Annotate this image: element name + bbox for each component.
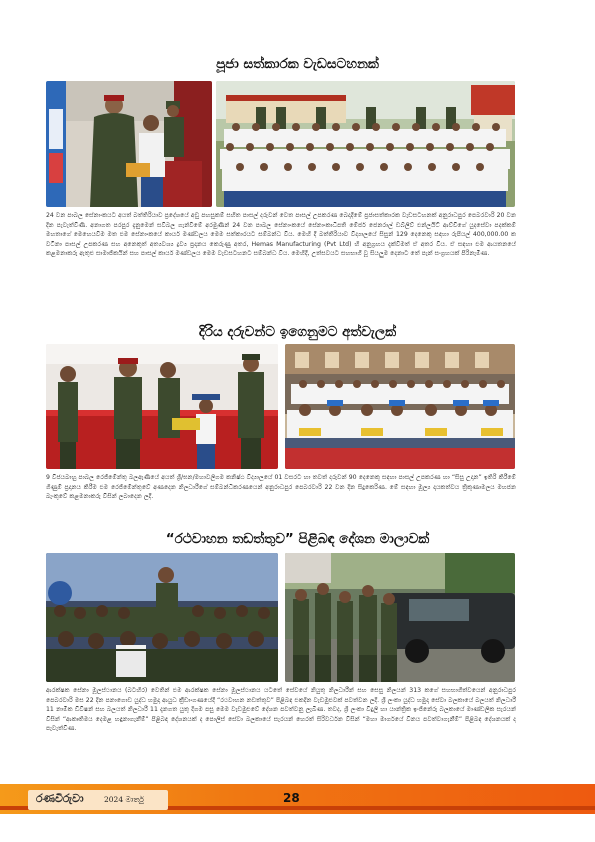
photo-vehicle-inspection [285, 553, 515, 682]
photo-gift-presentation [46, 81, 212, 207]
section-3-heading: “රථවාහන තඩත්තුව” පිළිබඳ දේශන මාලාවක් [165, 531, 430, 547]
photo-lecture-audience [46, 553, 278, 682]
section-1-paragraph: 24 වන පාබල සේනාංකයට අයත් බත්තිරියාව ප්‍රදේශයේ අඩු පහසුකම් සහිත පාසල් දරුවන් වෙත පාසල් උපකරණ බෙදාදීමේ ප්‍රජාසත්කාරක වැඩසටහනක් අනුරාධපුර පෙබරවාරි 20 වන දින පැවැත්විණි. අනාගත පරපුර දැනුමෙන් සවිබල ගැන්වීමේ අරමුණින් 24 වන පාබල සේනාංකයේ සේනාංකාධිපති මේජර් ජෙනරාල් ඩබ්ලිව් එන්ලයිට් ආච්චිගේ යුදසේවා පදක්කම් මහතාගේ මෙහෙයවීම මත එම සේනාංකයේ කාර්ය මණ්ඩලය මෙම සත්කාරයට සම්බන්ධ විය. මෙහි දී බත්තිරියාව විද්‍යාලයේ සිසුන් 129 දෙනෙකු සඳහා රුපියල් 400,000.00 ක වටිනා පාසල් උපකරණ සහ අනෙකුත් අත්‍යවශ්‍ය ද්‍රව්‍ය ප්‍රදානය කෙරුණු අතර, Hemas Manufacturing (Pvt Ltd) හි අනුග්‍රහය දැක්වීමත් ඒ අතර විය. ඒ සඳහා එම ආයතනයේ කළමනාකරු ඇතුළු සාමාජිකයින් සහ පාසල් කාර්ය මණ්ඩලය මෙම වැඩසටහනට සම්බන්ධ විය. මෙහිදී, උත්සවයට සහභාගී වූ සියලුම දෙනාට තේ පැන් සංග්‍රහයක් පිරිනැමිණ. [46, 212, 516, 258]
section-2-paragraph: 9 විජයබාහු පාබල රෙජිමේන්තු බලඇණියේ අයත් ශ්‍රී/ඝන/මහාවලිගම කනිෂ්ඨ විද්‍යාලයේ 01 වසරට හා තවත් දරුවන් 90 දෙනෙකු සඳහා පාසල් උපකරණ හා “සිසු උදාන” ඉතිරි කිරීමේ ගිණුම් ප්‍රදානය කිරීම එම රෙජිමේන්තුවේ අණදෙන නිලධාරීගේ සම්බන්ධීකරණයෙන් අනුරාධපුර පෙබරවාරි 22 වන දින සිදුකෙරිණ. මේ සඳහා මූල්‍ය දායකත්වය ත්‍රිකුණාමලය මහජන බැංකුවේ කළමනාකරු විසින් ලබාදෙන ලදී. [46, 474, 516, 501]
section-1-heading: පූජා සත්කාරක වැඩසටහනක් [216, 56, 379, 72]
photo-students-group [216, 81, 515, 207]
page-number: 28 [283, 791, 300, 805]
section-2-heading: දිරිය දරුවන්ට ඉගෙනුමට අත්වැලක් [198, 324, 397, 340]
photo-book-distribution [46, 344, 278, 469]
photo-children-seated [285, 344, 515, 469]
magazine-brand: රණවිරුවා [36, 792, 84, 805]
section-3-paragraph: ආරක්ෂක සේනා මූලස්ථානය (බටහිර) වෙතින් එම ආරක්ෂක සේනා මූලස්ථානය යටතේ සේවයේ නියුතු නිලධාරීන් සහ සෙසු නිලයන් 313 කගේ සහභාගීත්වයෙන් අනුරාධපුර පෙබරවාරි මස 22 දින පනාගොඩ යුද්ධ හමුදා ආයුධ ක්‍රීඩාංගණයේදී “රථවාහන නඩත්තුව” පිළිබඳ එකදින වැඩමුළුවක් පවත්වන ලදී. ශ්‍රී ලංකා යුද්ධ හමුදා සේවා බලකායේ බලයත් නිලධාරී 11 නාමික ඩිවිෂන් සහ බලයත් නිලධාරී 11 දැනගත යුතු දිගම පසු මෙම වැඩමුළුවේ දේශන පවත්වනු ලැබිණ. තවද, ශ්‍රී ලංකා විදුලි හා යාන්ත්‍රික ඉංජිනේරු බලකායේ මාණ්ඩලික සැරයන් විසින් “ආකෘතිමය දෙමළ හඳුනාගැනීම්” පිළිබඳ දේශනයක් ද පොලිස් සේවා බලකායේ සැරයන් හෙරත් සිරිවර්ධන විසින් “මහා මාර්ගයේ විනය පවත්වාගැනීම්” පිළිබඳ දේශනයක් ද පැවැත්විණ. [46, 687, 516, 733]
issue-date: 2024 මාර්තු [104, 795, 144, 804]
